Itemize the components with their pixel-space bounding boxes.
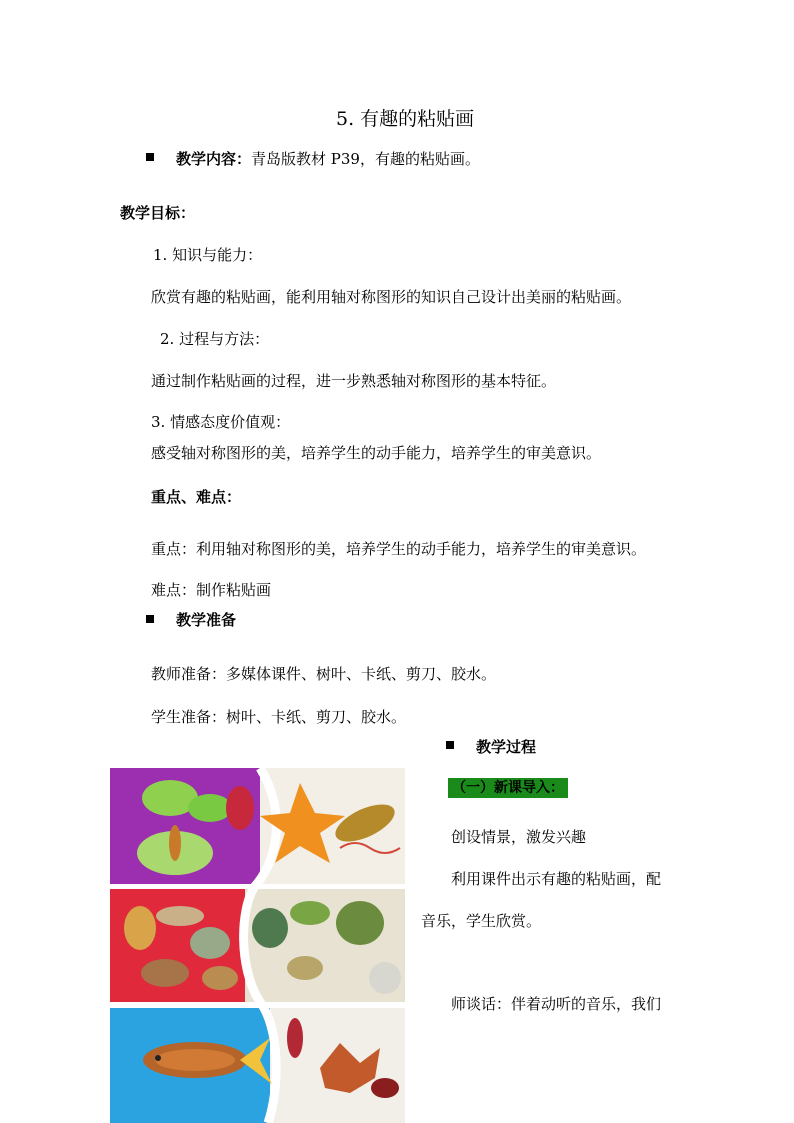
key-point: 重点：利用轴对称图形的美，培养学生的动手能力，培养学生的审美意识。 xyxy=(151,540,647,558)
goal2-text: 通过制作粘贴画的过程，进一步熟悉轴对称图形的基本特征。 xyxy=(151,372,557,390)
intro-line1: 创设情景，激发兴趣 xyxy=(451,828,587,846)
bullet-icon xyxy=(146,615,154,623)
process-heading: 教学过程 xyxy=(476,738,537,756)
goal3-text: 感受轴对称图形的美，培养学生的动手能力，培养学生的审美意识。 xyxy=(151,444,602,462)
intro-line4: 师谈话：伴着动听的音乐，我们 xyxy=(451,995,662,1013)
intro-label: （一）新课导入： xyxy=(448,778,568,798)
content-text: 青岛版教材 P39，有趣的粘贴画。 xyxy=(251,150,480,168)
difficult-point: 难点：制作粘贴画 xyxy=(151,581,272,599)
intro-line2: 利用课件出示有趣的粘贴画，配 xyxy=(451,870,662,888)
goal1-title: 1. 知识与能力： xyxy=(153,246,263,264)
bullet-icon xyxy=(446,741,454,749)
content-label: 教学内容： xyxy=(176,150,252,168)
goal3-title: 3. 情感态度价值观： xyxy=(151,413,291,431)
bullet-icon xyxy=(146,153,154,161)
leaf-collage-image xyxy=(110,768,405,1123)
goal1-text: 欣赏有趣的粘贴画，能利用轴对称图形的知识自己设计出美丽的粘贴画。 xyxy=(151,288,632,306)
teacher-prep: 教师准备：多媒体课件、树叶、卡纸、剪刀、胶水。 xyxy=(151,665,497,683)
goal2-title: 2. 过程与方法： xyxy=(160,330,270,348)
intro-label-wrap xyxy=(448,777,568,797)
content-line xyxy=(176,148,480,169)
key-heading: 重点、难点： xyxy=(151,488,242,506)
goals-heading: 教学目标： xyxy=(120,204,196,222)
page-title: 5. 有趣的粘贴画 xyxy=(336,108,475,130)
intro-line3: 音乐，学生欣赏。 xyxy=(421,912,542,930)
student-prep: 学生准备：树叶、卡纸、剪刀、胶水。 xyxy=(151,708,407,726)
prep-heading: 教学准备 xyxy=(176,611,237,629)
